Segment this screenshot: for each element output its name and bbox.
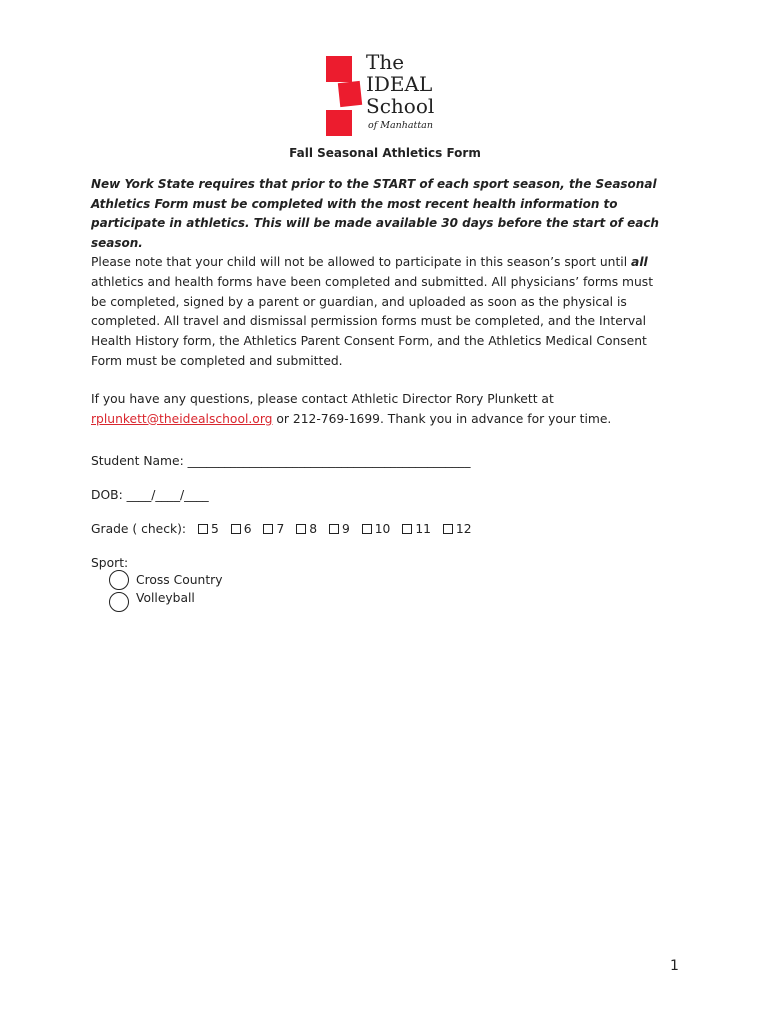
- requirement-notice: New York State requires that prior to the START of each sport season, the Seasonal Athletics Form must be completed with the most recent health information to participate in athletics. This will be made available 30 days before the start of each season.: [91, 177, 659, 250]
- para1-text-start: Please note that your child will not be allowed to participate in this season’s sport until: [91, 255, 632, 269]
- grade-option-11[interactable]: 11: [394, 522, 431, 536]
- grade-option-9[interactable]: 9: [321, 522, 350, 536]
- grade-label: Grade ( check):: [91, 522, 187, 536]
- sport-option-cross-country: Cross Country: [136, 573, 223, 587]
- logo-text-school: School: [366, 94, 435, 118]
- checkbox-icon[interactable]: [263, 524, 273, 534]
- checkbox-icon[interactable]: [362, 524, 372, 534]
- grade-option-7[interactable]: 7: [255, 522, 284, 536]
- para1-text-end: athletics and health forms have been completed and submitted. All physicians’ forms must be completed, signed by a parent or guardian, and uploaded as soon as the physical is completed. All travel and dismissal permission forms must be completed, and the Interval Health History form, the Athletics Parent Consent Form, and the Athletics Medical Consent Form must be completed and submitted.: [91, 274, 654, 368]
- sport-option-volleyball: Volleyball: [136, 591, 195, 605]
- logo-square-middle: [338, 81, 362, 107]
- checkbox-icon[interactable]: [443, 524, 453, 534]
- contact-paragraph: [91, 390, 671, 430]
- school-logo: [322, 52, 452, 138]
- dob-field[interactable]: DOB: ____/____/____: [91, 488, 209, 502]
- grade-option-12[interactable]: 12: [435, 522, 472, 536]
- student-name-field[interactable]: Student Name: ______________________________________________: [91, 454, 471, 468]
- checkbox-icon[interactable]: [329, 524, 339, 534]
- logo-square-top: [326, 56, 352, 82]
- grade-option-8[interactable]: 8: [288, 522, 317, 536]
- grade-option-6[interactable]: 6: [223, 522, 252, 536]
- checkbox-icon[interactable]: [231, 524, 241, 534]
- participation-paragraph: [91, 253, 671, 372]
- checkbox-icon[interactable]: [402, 524, 412, 534]
- logo-text-the: The: [366, 50, 405, 74]
- radio-volleyball[interactable]: [109, 592, 129, 612]
- para2-text-end: or 212-769-1699. Thank you in advance for your time.: [272, 411, 612, 426]
- para2-text-start: If you have any questions, please contact Athletic Director Rory Plunkett at: [91, 392, 554, 406]
- form-title: Fall Seasonal Athletics Form: [289, 146, 481, 160]
- checkbox-icon[interactable]: [198, 524, 208, 534]
- logo-text-manhattan: of Manhattan: [368, 120, 433, 131]
- grade-option-5[interactable]: 5: [190, 522, 219, 536]
- email-link[interactable]: rplunkett@theidealschool.org: [91, 411, 273, 426]
- checkbox-icon[interactable]: [296, 524, 306, 534]
- sport-label: Sport:: [91, 556, 129, 570]
- para1-emphasis: all: [631, 255, 648, 269]
- grade-field: [91, 522, 472, 536]
- logo-square-bottom: [326, 110, 352, 136]
- radio-cross-country[interactable]: [109, 570, 129, 590]
- logo-text-ideal: IDEAL: [366, 72, 433, 96]
- grade-option-10[interactable]: 10: [354, 522, 391, 536]
- page-number: 1: [670, 958, 679, 974]
